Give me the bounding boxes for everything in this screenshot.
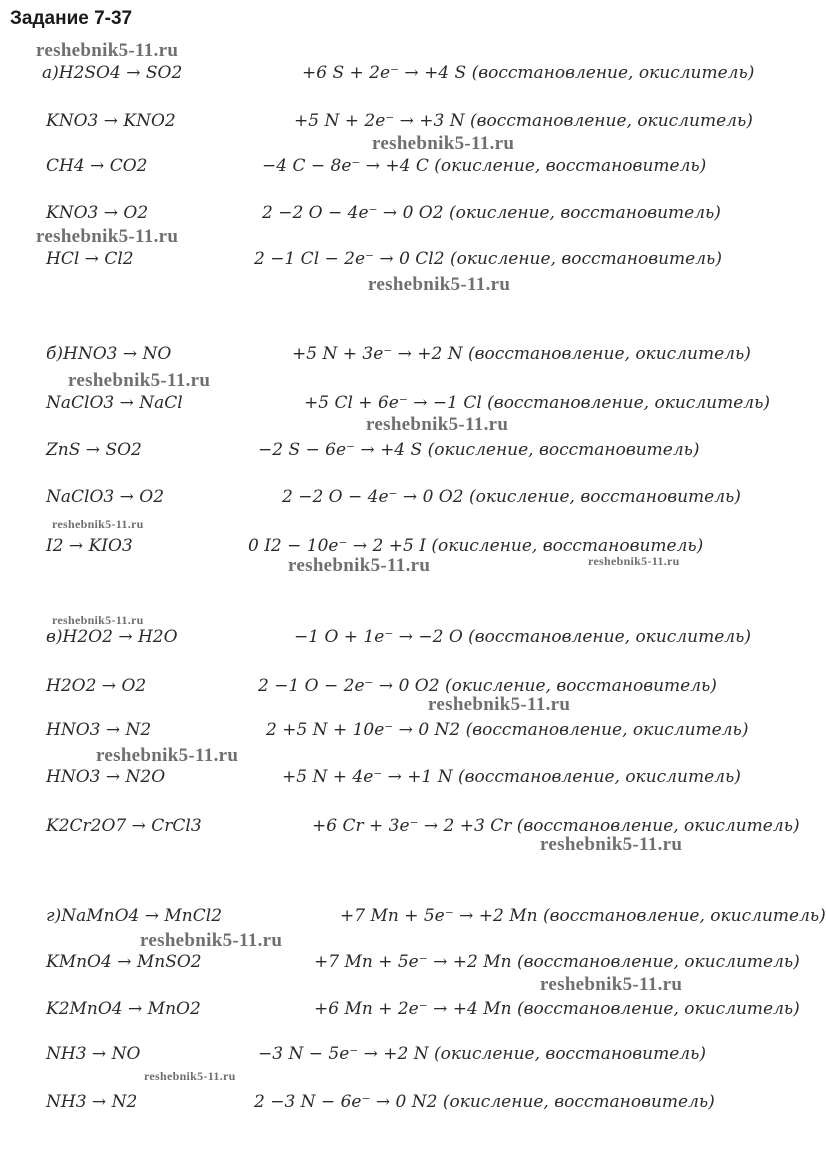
reaction-left: K2Cr2O7 → CrCl3 — [46, 816, 202, 836]
watermark: reshebnik5-11.ru — [540, 974, 683, 995]
reaction-left: г)NaMnO4 → MnCl2 — [46, 906, 223, 926]
watermark: reshebnik5-11.ru — [366, 414, 509, 435]
watermark: reshebnik5-11.ru — [36, 40, 179, 61]
half-reaction: −2 S − 6e⁻ → +4 S (окисление, восстановитель) — [258, 440, 700, 460]
watermark: reshebnik5-11.ru — [540, 834, 683, 855]
watermark: reshebnik5-11.ru — [52, 517, 144, 531]
watermark: reshebnik5-11.ru — [368, 274, 511, 295]
half-reaction: −3 N − 5e⁻ → +2 N (окисление, восстановитель) — [258, 1044, 707, 1064]
half-reaction: 2 +5 N + 10e⁻ → 0 N2 (восстановление, окислитель) — [266, 720, 749, 740]
reaction-left: NH3 → NO — [46, 1044, 141, 1064]
half-reaction: 2 −2 O − 4e⁻ → 0 O2 (окисление, восстановитель) — [282, 487, 741, 507]
half-reaction: 2 −1 O − 2e⁻ → 0 O2 (окисление, восстановитель) — [258, 676, 717, 696]
watermark: reshebnik5-11.ru — [36, 226, 179, 247]
half-reaction: −4 C − 8e⁻ → +4 C (окисление, восстановитель) — [262, 156, 707, 176]
half-reaction: 2 −1 Cl − 2e⁻ → 0 Cl2 (окисление, восстановитель) — [254, 249, 722, 269]
half-reaction: +6 Cr + 3e⁻ → 2 +3 Cr (восстановление, окислитель) — [312, 816, 800, 836]
watermark: reshebnik5-11.ru — [372, 133, 515, 154]
half-reaction: +7 Mn + 5e⁻ → +2 Mn (восстановление, окислитель) — [314, 952, 800, 972]
reaction-left: K2MnO4 → MnO2 — [46, 999, 201, 1019]
reaction-left: KNO3 → KNO2 — [46, 111, 176, 131]
reaction-left: NaClO3 → NaCl — [46, 393, 183, 413]
reaction-left: HNO3 → N2 — [46, 720, 152, 740]
half-reaction: 2 −3 N − 6e⁻ → 0 N2 (окисление, восстановитель) — [254, 1092, 715, 1112]
half-reaction: +5 Cl + 6e⁻ → −1 Cl (восстановление, окислитель) — [304, 393, 770, 413]
half-reaction: +5 N + 3e⁻ → +2 N (восстановление, окислитель) — [292, 344, 751, 364]
half-reaction: +6 S + 2e⁻ → +4 S (восстановление, окислитель) — [302, 63, 755, 83]
half-reaction: +7 Mn + 5e⁻ → +2 Mn (восстановление, окислитель) — [340, 906, 826, 926]
reaction-left: NaClO3 → O2 — [46, 487, 165, 507]
watermark: reshebnik5-11.ru — [428, 694, 571, 715]
reaction-left: а)H2SO4 → SO2 — [42, 63, 183, 83]
reaction-left: NH3 → N2 — [46, 1092, 138, 1112]
half-reaction: +5 N + 2e⁻ → +3 N (восстановление, окислитель) — [294, 111, 753, 131]
reaction-left: в)H2O2 → H2O — [46, 627, 178, 647]
reaction-left: I2 → KIO3 — [46, 536, 133, 556]
reaction-left: б)HNO3 → NO — [46, 344, 172, 364]
half-reaction: +6 Mn + 2e⁻ → +4 Mn (восстановление, окислитель) — [314, 999, 800, 1019]
watermark: reshebnik5-11.ru — [144, 1069, 236, 1083]
watermark: reshebnik5-11.ru — [140, 930, 283, 951]
reaction-left: HCl → Cl2 — [46, 249, 134, 269]
reaction-left: KMnO4 → MnSO2 — [46, 952, 202, 972]
watermark: reshebnik5-11.ru — [588, 554, 680, 568]
watermark: reshebnik5-11.ru — [96, 745, 239, 766]
watermark: reshebnik5-11.ru — [68, 370, 211, 391]
reaction-left: CH4 → CO2 — [46, 156, 148, 176]
reaction-left: HNO3 → N2O — [46, 767, 166, 787]
reaction-left: ZnS → SO2 — [46, 440, 142, 460]
half-reaction: 2 −2 O − 4e⁻ → 0 O2 (окисление, восстановитель) — [262, 203, 721, 223]
task-title: Задание 7-37 — [10, 8, 133, 29]
reaction-left: KNO3 → O2 — [46, 203, 149, 223]
half-reaction: −1 O + 1e⁻ → −2 O (восстановление, окислитель) — [294, 627, 751, 647]
half-reaction: 0 I2 − 10e⁻ → 2 +5 I (окисление, восстановитель) — [248, 536, 704, 556]
reaction-left: H2O2 → O2 — [46, 676, 147, 696]
watermark: reshebnik5-11.ru — [52, 613, 144, 627]
half-reaction: +5 N + 4e⁻ → +1 N (восстановление, окислитель) — [282, 767, 741, 787]
watermark: reshebnik5-11.ru — [288, 555, 431, 576]
